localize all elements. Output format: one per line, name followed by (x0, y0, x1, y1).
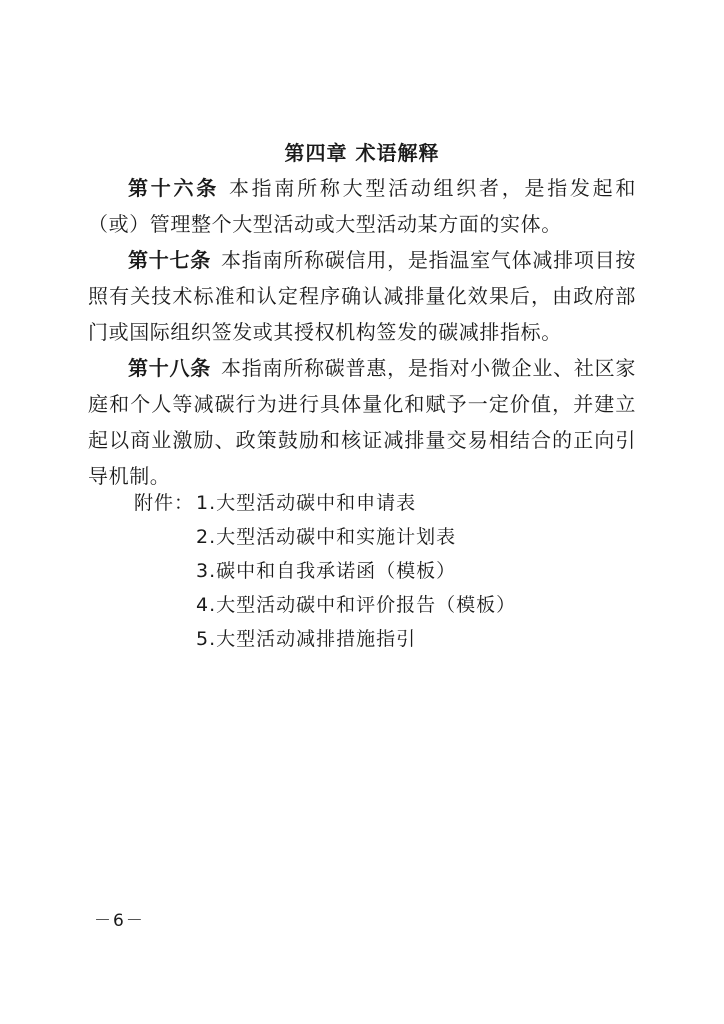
attachments-list (134, 486, 516, 656)
article-text: 本指南所称碳信用，是指温室气体减排项目按照有关技术标准和认定程序确认减排量化效果后，由政府部门或国际组织签发或其授权机构签发的碳减排指标。 (88, 248, 636, 344)
article-17 (88, 242, 636, 350)
attachment-item: 2.大型活动碳中和实施计划表 (196, 526, 457, 548)
article-18 (88, 350, 636, 494)
chapter-title: 第四章 术语解释 (284, 141, 440, 165)
attachment-item: 1.大型活动碳中和申请表 (196, 492, 417, 514)
article-number: 第十八条 (128, 356, 212, 380)
article-number: 第十七条 (128, 248, 212, 272)
article-number: 第十六条 (128, 176, 219, 200)
page-number: －6－ (94, 911, 145, 931)
attachments-label: 附件： (134, 492, 195, 514)
attachment-row (134, 486, 516, 520)
article-16 (88, 170, 636, 242)
attachment-row (134, 588, 516, 622)
attachment-row (134, 622, 516, 656)
attachment-item: 5.大型活动减排措施指引 (196, 628, 417, 650)
article-text: 本指南所称大型活动组织者，是指发起和（或）管理整个大型活动或大型活动某方面的实体。 (88, 176, 636, 236)
attachment-row (134, 520, 516, 554)
article-text: 本指南所称碳普惠，是指对小微企业、社区家庭和个人等减碳行为进行具体量化和赋予一定价值，并建立起以商业激励、政策鼓励和核证减排量交易相结合的正向引导机制。 (88, 356, 636, 488)
attachment-item: 4.大型活动碳中和评价报告（模板） (196, 594, 517, 616)
attachment-item: 3.碳中和自我承诺函（模板） (196, 560, 457, 582)
attachment-row (134, 554, 516, 588)
